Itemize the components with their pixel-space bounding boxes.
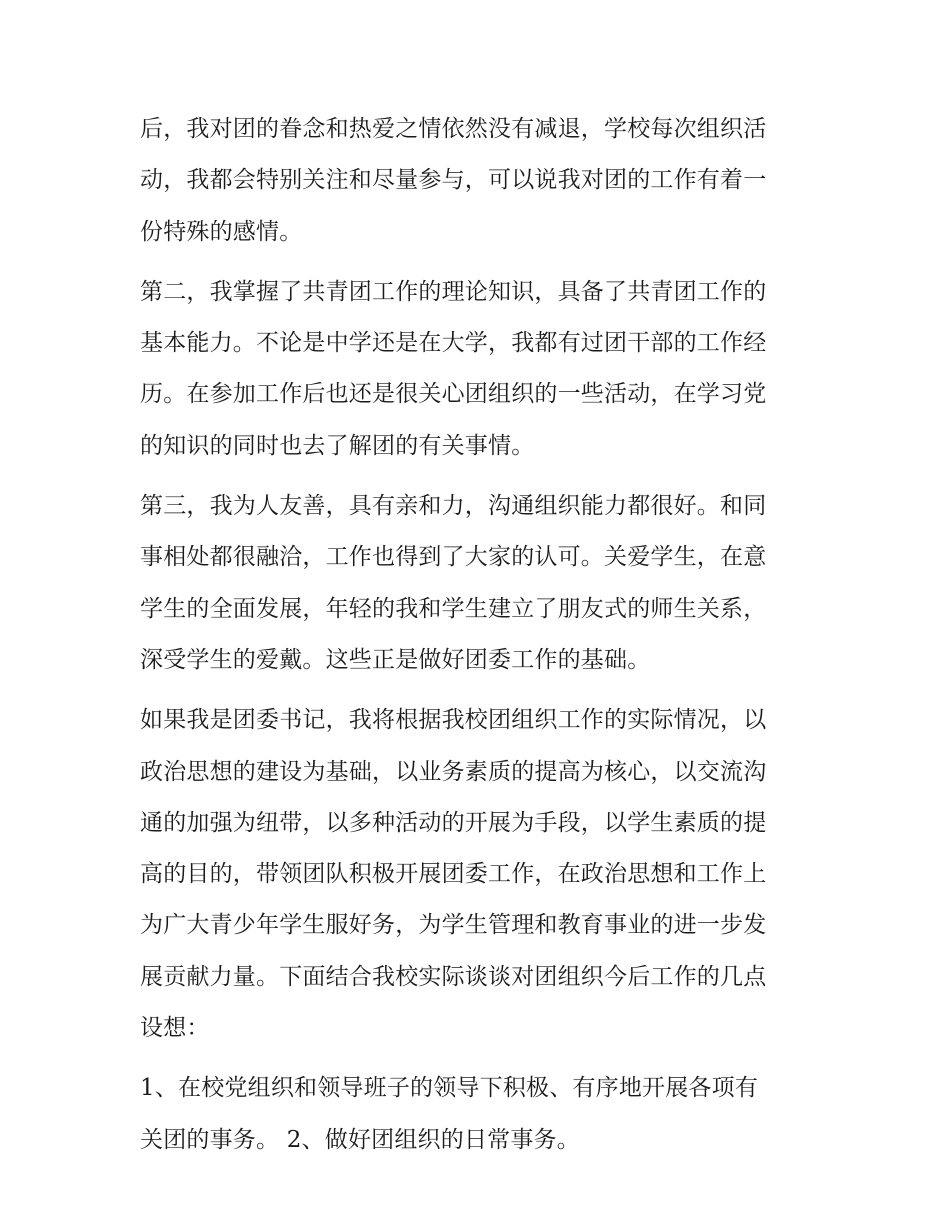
text-line: 如果我是团委书记，我将根据我校团组织工作的实际情况，以 bbox=[140, 707, 767, 734]
text-line: 设想： bbox=[140, 1015, 210, 1042]
paragraph-5 bbox=[140, 1063, 820, 1166]
text-line: 关团的事务。 2、做好团组织的日常事务。 bbox=[140, 1126, 580, 1153]
text-line: 学生的全面发展，年轻的我和学生建立了朋友式的师生关系， bbox=[140, 595, 767, 622]
text-line: 份特殊的感情。 bbox=[140, 218, 303, 245]
text-line: 1、在校党组织和领导班子的领导下积极、有序地开展各项有 bbox=[140, 1075, 759, 1102]
text-line: 基本能力。不论是中学还是在大学，我都有过团干部的工作经 bbox=[140, 330, 767, 357]
paragraph-2 bbox=[140, 267, 820, 472]
text-line: 深受学生的爱戴。这些正是做好团委工作的基础。 bbox=[140, 646, 651, 673]
text-line: 第三，我为人友善，具有亲和力，沟通组织能力都很好。和同 bbox=[140, 493, 767, 520]
text-line: 动，我都会特别关注和尽量参与，可以说我对团的工作有着一 bbox=[140, 167, 767, 194]
paragraph-1 bbox=[140, 104, 820, 258]
text-line: 的知识的同时也去了解团的有关事情。 bbox=[140, 432, 535, 459]
text-line: 通的加强为纽带，以多种活动的开展为手段，以学生素质的提 bbox=[140, 809, 767, 836]
text-line: 历。在参加工作后也还是很关心团组织的一些活动，在学习党 bbox=[140, 381, 767, 408]
text-line: 展贡献力量。下面结合我校实际谈谈对团组织今后工作的几点 bbox=[140, 963, 767, 990]
text-line: 政治思想的建设为基础，以业务素质的提高为核心，以交流沟 bbox=[140, 758, 767, 785]
text-line: 高的目的，带领团队积极开展团委工作，在政治思想和工作上 bbox=[140, 861, 767, 888]
text-line: 为广大青少年学生服好务，为学生管理和教育事业的进一步发 bbox=[140, 912, 767, 939]
text-line: 事相处都很融洽，工作也得到了大家的认可。关爱学生，在意 bbox=[140, 544, 767, 571]
text-line: 第二，我掌握了共青团工作的理论知识，具备了共青团工作的 bbox=[140, 278, 767, 305]
paragraph-4 bbox=[140, 695, 820, 1054]
text-line: 后，我对团的眷念和热爱之情依然没有减退，学校每次组织活 bbox=[140, 116, 767, 142]
paragraph-3 bbox=[140, 481, 820, 686]
document-body bbox=[140, 104, 820, 1175]
